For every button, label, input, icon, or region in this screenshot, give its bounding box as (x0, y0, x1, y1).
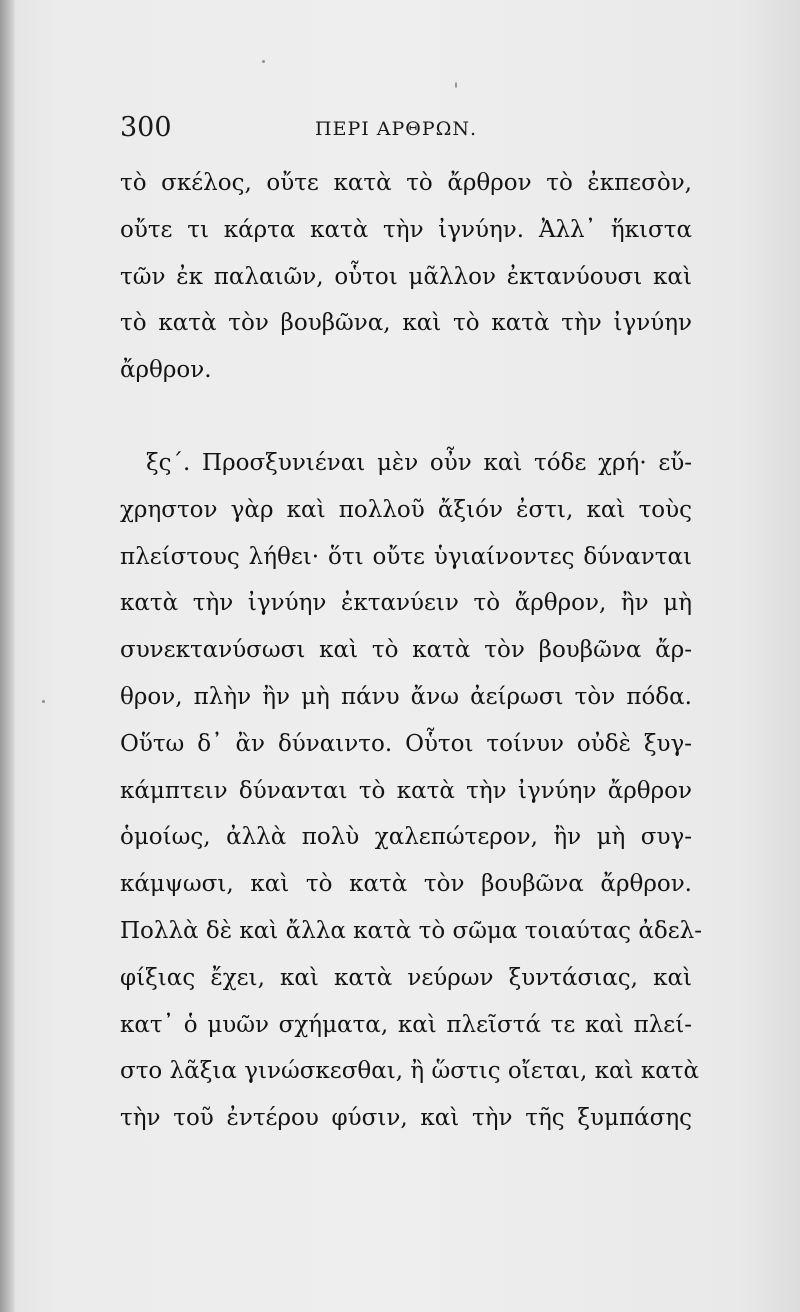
text-line: τὸ σκέλος, οὔτε κατὰ τὸ ἄρθρον τὸ ἐκπεσὸν, (120, 170, 692, 196)
page-header (120, 112, 680, 152)
paragraph-2 (120, 440, 702, 1142)
text-line: χρηστον γὰρ καὶ πολλοῦ ἄξιόν ἐστι, καὶ τοὺς (120, 496, 692, 523)
text-line: θρον, πλὴν ἢν μὴ πάνυ ἄνω ἀείρωσι τὸν πόδα. (120, 683, 692, 710)
text-line: πλείστους λήθει· ὅτι οὔτε ὑγιαίνοντες δύνανται (120, 543, 692, 570)
text-line: κατ᾽ ὁ μυῶν σχήματα, καὶ πλεῖστά τε καὶ πλεί- (120, 1011, 692, 1038)
text-line: κάμπτειν δύνανται τὸ κατὰ τὴν ἰγνύην ἄρθρον (120, 777, 692, 804)
text-line: οὔτε τι κάρτα κατὰ τὴν ἰγνύην. Ἀλλ᾽ ἥκιστα (120, 216, 692, 243)
text-line: Πολλὰ δὲ καὶ ἄλλα κατὰ τὸ σῶμα τοιαύτας ἀδελ- (120, 917, 702, 944)
text-line: φίξιας ἔχει, καὶ κατὰ νεύρων ξυντάσιας, καὶ (120, 964, 692, 991)
text-line: ὁμοίως, ἀλλὰ πολὺ χαλεπώτερον, ἢν μὴ συγ- (120, 824, 692, 851)
text-line: Οὕτω δ᾽ ἂν δύναιντο. Οὗτοι τοίνυν οὐδὲ ξυγ- (120, 730, 692, 757)
text-line: στο λᾶξια γινώσκεσθαι, ἢ ὥστις οἴεται, καὶ κατὰ (120, 1058, 699, 1085)
paragraph-spacer (120, 394, 692, 440)
text-line: τῶν ἐκ παλαιῶν, οὗτοι μᾶλλον ἐκτανύουσι καὶ (120, 263, 692, 290)
page-number: 300 (120, 112, 172, 143)
text-line: ἄρθρον. (120, 357, 212, 384)
text-line: συνεκτανύσωσι καὶ τὸ κατὰ τὸν βουβῶνα ἄρ- (120, 637, 692, 664)
running-head: ΠΕΡΙ ΑΡΘΡΩΝ. (315, 118, 478, 140)
text-line: τὴν τοῦ ἐντέρου φύσιν, καὶ τὴν τῆς ξυμπάσης (120, 1105, 692, 1132)
body-text (120, 160, 702, 1142)
page-gutter-shadow (0, 0, 14, 1312)
paragraph-1 (120, 160, 692, 394)
paper-speck (42, 700, 45, 703)
section-start-line: ξς΄. Προσξυνιέναι μὲν οὖν καὶ τόδε χρή· εὔ- (146, 449, 692, 476)
text-line: κατὰ τὴν ἰγνύην ἐκτανύειν τὸ ἄρθρον, ἢν μὴ (120, 590, 692, 617)
paper-speck (262, 60, 265, 63)
text-line: κάμψωσι, καὶ τὸ κατὰ τὸν βουβῶνα ἄρθρον. (120, 871, 692, 898)
paper-speck (455, 82, 457, 88)
text-line: τὸ κατὰ τὸν βουβῶνα, καὶ τὸ κατὰ τὴν ἰγνύην (120, 310, 692, 337)
